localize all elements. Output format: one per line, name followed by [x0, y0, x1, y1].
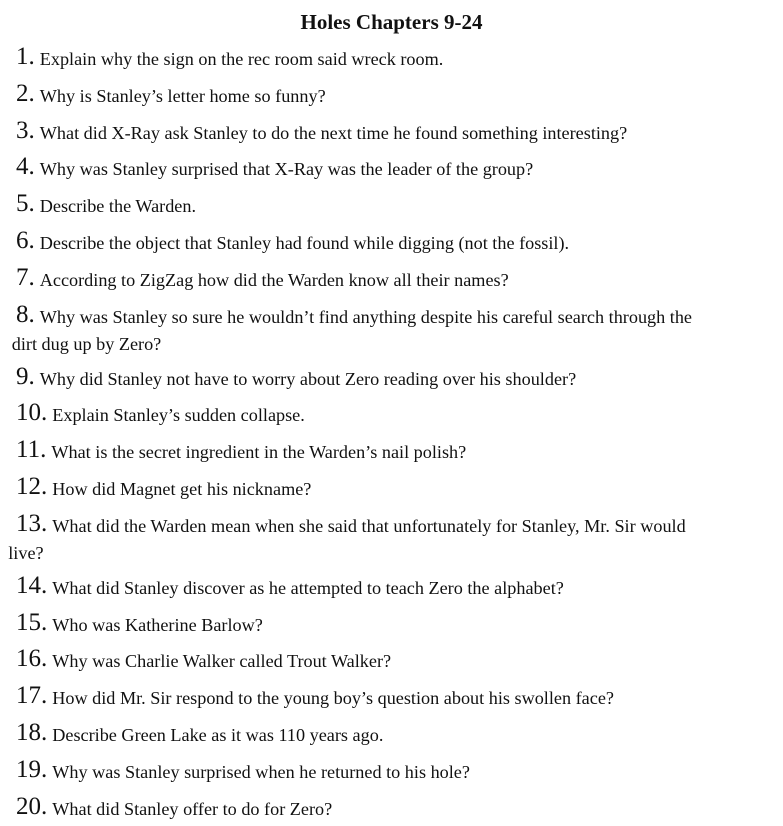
question-text: Explain why the sign on the rec room said wreck room.	[39, 49, 444, 69]
question-text: Describe the object that Stanley had found while digging (not the fossil).	[39, 232, 570, 253]
question-item	[16, 679, 767, 716]
question-item	[16, 790, 767, 826]
question-number: 6.	[16, 226, 35, 254]
question-item	[16, 716, 767, 753]
worksheet-title: Holes Chapters 9-24	[300, 10, 483, 34]
question-item	[11, 298, 767, 360]
question-number: 2.	[16, 79, 35, 107]
question-item	[16, 753, 767, 790]
question-text: Why did Stanley not have to worry about Zero reading over his shoulder?	[39, 368, 577, 389]
question-number: 11.	[16, 436, 47, 464]
question-text: What did Stanley offer to do for Zero?	[52, 798, 333, 819]
question-item	[16, 470, 767, 507]
question-item	[16, 360, 767, 397]
question-number: 1.	[16, 43, 35, 70]
question-number: 3.	[16, 116, 35, 144]
question-text: How did Magnet get his nickname?	[52, 478, 312, 499]
question-number: 14.	[16, 571, 48, 599]
question-item	[16, 40, 767, 77]
question-text: Why was Stanley so sure he wouldn’t find anything despite his careful search through the	[39, 306, 692, 327]
question-text-continuation: live?	[8, 542, 44, 563]
question-text: Explain Stanley’s sudden collapse.	[52, 405, 305, 426]
question-item	[16, 77, 767, 114]
question-text: What did Stanley discover as he attempted to teach Zero the alphabet?	[52, 577, 564, 598]
question-number: 16.	[16, 645, 48, 673]
question-text-continuation: dirt dug up by Zero?	[11, 333, 162, 354]
question-text: Who was Katherine Barlow?	[52, 614, 263, 635]
question-number: 18.	[16, 718, 48, 746]
question-text: How did Mr. Sir respond to the young boy’s question about his swollen face?	[52, 688, 614, 709]
question-item	[16, 114, 767, 151]
question-item	[16, 642, 767, 679]
question-text: According to ZigZag how did the Warden know all their names?	[39, 269, 509, 290]
question-number: 12.	[16, 472, 48, 500]
question-text: What is the secret ingredient in the Warden’s nail polish?	[51, 442, 467, 463]
question-item	[16, 396, 767, 433]
question-text: Why was Stanley surprised that X-Ray was the leader of the group?	[39, 159, 534, 180]
question-number: 15.	[16, 608, 48, 636]
question-item	[16, 224, 767, 261]
question-item	[16, 150, 767, 187]
question-item	[16, 433, 767, 470]
question-number: 9.	[16, 362, 35, 390]
question-number: 20.	[16, 792, 48, 820]
question-text: Why is Stanley’s letter home so funny?	[39, 85, 326, 106]
question-number: 13.	[16, 509, 48, 537]
question-item	[16, 606, 767, 643]
question-text: What did X-Ray ask Stanley to do the next time he found something interesting?	[39, 122, 628, 143]
question-item	[16, 569, 767, 606]
question-text: What did the Warden mean when she said that unfortunately for Stanley, Mr. Sir would	[52, 515, 686, 536]
question-text: Why was Stanley surprised when he returned to his hole?	[52, 761, 470, 782]
question-number: 10.	[16, 399, 48, 427]
question-item	[8, 507, 767, 569]
question-text: Describe the Warden.	[39, 196, 197, 217]
question-number: 19.	[16, 755, 48, 783]
question-number: 5.	[16, 190, 35, 218]
question-text: Why was Charlie Walker called Trout Walker?	[52, 651, 392, 672]
question-number: 17.	[16, 682, 48, 710]
question-item	[16, 187, 767, 224]
question-number: 8.	[16, 300, 35, 328]
question-list	[8, 40, 767, 826]
question-item	[16, 261, 767, 298]
question-number: 4.	[16, 153, 35, 181]
question-text-wrapper	[11, 298, 767, 360]
question-text: Describe Green Lake as it was 110 years ago.	[52, 724, 384, 745]
question-number: 7.	[16, 263, 35, 291]
